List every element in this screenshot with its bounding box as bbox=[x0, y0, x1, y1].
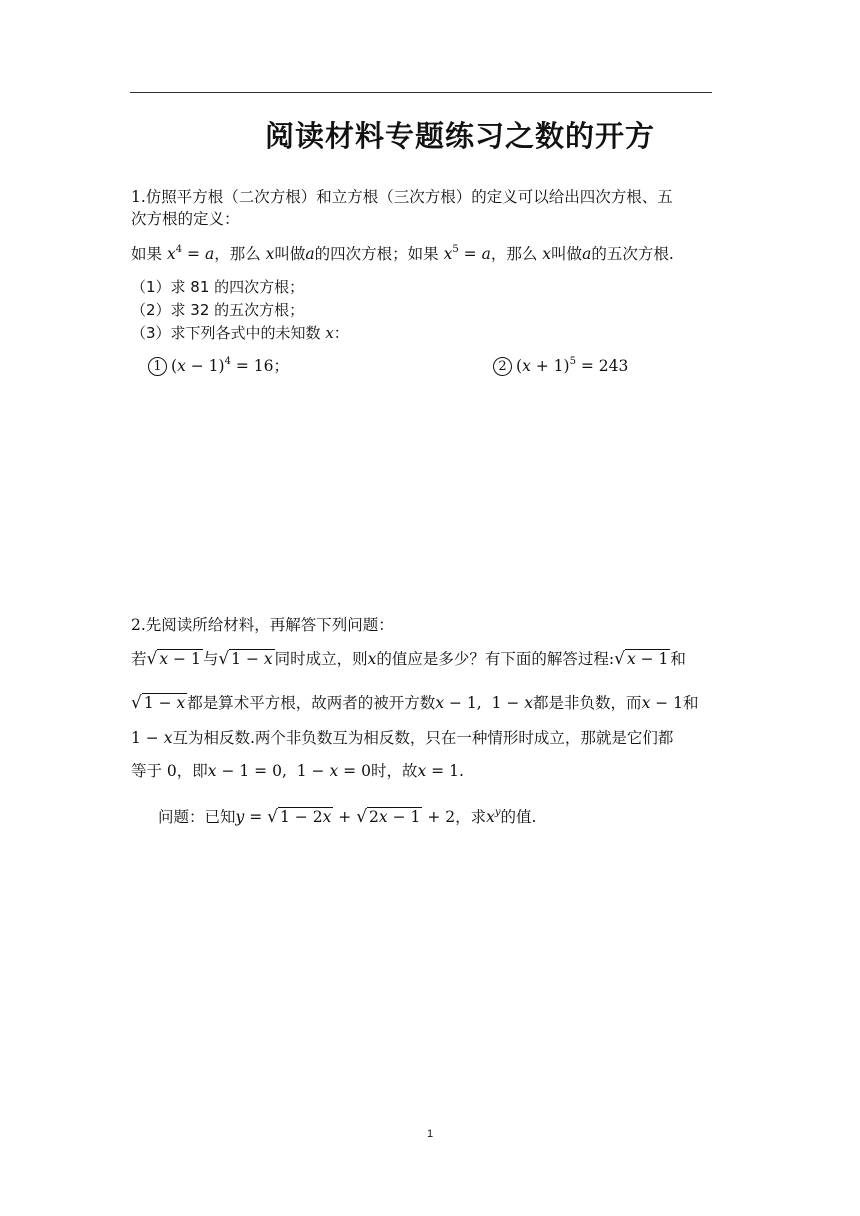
p1-question-1: （1）求 81 的四次方根； bbox=[131, 278, 305, 296]
circled-number-2: 2 bbox=[493, 357, 512, 376]
p1-intro-line1: 1.仿照平方根（二次方根）和立方根（三次方根）的定义可以给出四次方根、五 bbox=[131, 188, 673, 206]
page-number: 1 bbox=[426, 1128, 434, 1140]
circled-number-1: 1 bbox=[148, 357, 167, 376]
equation-2: 2 $(x + 1)^5 = 243$ bbox=[493, 355, 628, 377]
p2-line3: 1 − x互为相反数.两个非负数互为相反数，只在一种情形时成立，那就是它们都 bbox=[131, 729, 674, 747]
page-title: 阅读材料专题练习之数的开方 bbox=[264, 119, 655, 153]
p1-question-2: （2）求 32 的五次方根； bbox=[131, 301, 305, 319]
p2-question: 问题：已知y = √ 1 − 2x + √ 2x − 1 + 2，求$x^y$的值. bbox=[158, 807, 537, 827]
math-x5-eq-a: $x^5 = a$ bbox=[443, 244, 491, 263]
p2-line2: √ 1 − x 都是算术平方根，故两者的被开方数x − 1, 1 − x都是非负数，而x − 1和 bbox=[131, 693, 699, 713]
math-x4-eq-a: $x^4 = a$ bbox=[166, 244, 215, 263]
p2-line1: 若√ x − 1 与√ 1 − x 同时成立，则x的值应是多少？有下面的解答过程:√ x − 1 和 bbox=[131, 649, 686, 669]
p2-line4: 等于 0，即x − 1 = 0, 1 − x = 0时，故x = 1. bbox=[131, 762, 464, 780]
p1-question-3: （3）求下列各式中的未知数 x： bbox=[131, 324, 349, 342]
equation-1: 1 $(x - 1)^4 = 16$； bbox=[148, 355, 289, 377]
header-rule bbox=[130, 92, 712, 93]
p1-definition: 如果 $x^4 = a$，那么 x叫做a的四次方根；如果 $x^5 = a$，那么 x叫做a的五次方根. bbox=[131, 244, 674, 263]
p2-intro: 2.先阅读所给材料，再解答下列问题： bbox=[131, 616, 394, 634]
p1-intro-line2: 次方根的定义： bbox=[131, 210, 240, 228]
